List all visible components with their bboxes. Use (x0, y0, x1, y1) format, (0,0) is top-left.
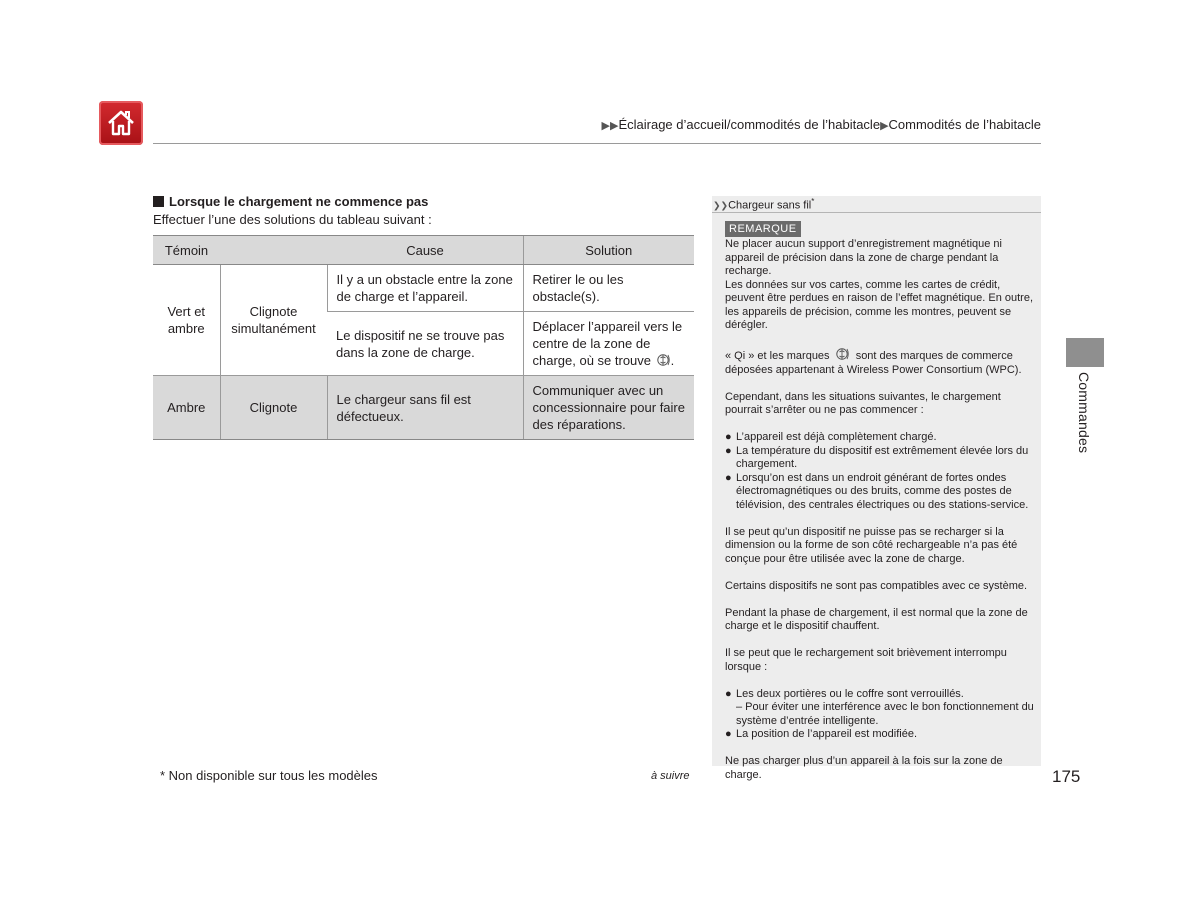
note-paragraph: Il se peut qu’un dispositif ne puisse pas se recharger si la dimension ou la forme de son côté rechargeable n’a pas été conçue pour être utilisée avec la zone de charge. (725, 525, 1018, 565)
side-note-divider (712, 212, 1041, 213)
footnote: * Non disponible sur tous les modèles (160, 768, 378, 783)
header-divider (153, 143, 1041, 144)
chapter-tab-label: Commandes (1076, 372, 1092, 454)
note-paragraph: Certains dispositifs ne sont pas compatibles avec ce système. (725, 579, 1028, 592)
cell-temoin-state: Clignote (220, 376, 327, 440)
section-intro: Effectuer l’une des solutions du tableau suivant : (153, 212, 432, 227)
note-text: sont des marques de commerce déposées appartenant à Wireless Power Consortium (WPC). (725, 350, 1022, 376)
side-note-text (725, 238, 1035, 796)
bullet-icon: ● (725, 471, 732, 484)
section-title-text: Lorsque le chargement ne commence pas (169, 194, 429, 209)
chevron-right-icon: ❯❯ (713, 200, 729, 211)
cell-solution (523, 312, 694, 376)
cell-solution-text: Déplacer l’appareil vers le centre de la zone de charge, où se trouve (532, 319, 683, 368)
breadcrumb (602, 117, 1041, 132)
cell-cause: Le dispositif ne se trouve pas dans la zone de charge. (327, 312, 523, 376)
list-subitem: – Pour éviter une interférence avec le bon fonctionnement du système d’entrée intelligente. (736, 701, 1034, 727)
side-note-heading (713, 197, 814, 212)
note-paragraph (725, 391, 1035, 418)
wireless-charging-icon (657, 352, 671, 368)
column-header-temoin: Témoin (153, 236, 220, 265)
note-paragraph: Ne pas charger plus d’un appareil à la fois sur la zone de charge. (725, 755, 1003, 781)
section-title (153, 194, 428, 209)
note-paragraph: Les données sur vos cartes, comme les cartes de crédit, peuvent être perdues en raison de l’effet magnétique. En outre, les appareils de précision, comme les montres, peuvent se dérégler. (725, 278, 1034, 331)
note-paragraph (725, 346, 1035, 377)
list-item-text: L’appareil est déjà complètement chargé. (736, 431, 937, 443)
note-text: Il se peut que le rechargement soit brièvement interrompu lorsque : (725, 647, 1007, 673)
note-paragraph: Ne placer aucun support d’enregistrement magnétique ni appareil de précision dans la zone de charge pendant la recharge. (725, 238, 1002, 277)
breadcrumb-arrow-icon: ▶▶ (601, 120, 619, 132)
cell-cause: Le chargeur sans fil est défectueux. (327, 376, 523, 440)
list-item (725, 688, 1035, 729)
list-item-text: La température du dispositif est extrêmement élevée lors du chargement. (736, 444, 1029, 470)
note-list (725, 431, 1035, 512)
cell-solution: Communiquer avec un concessionnaire pour faire des réparations. (523, 376, 694, 440)
cell-solution: Retirer le ou les obstacle(s). (523, 265, 694, 312)
chapter-tab[interactable] (1066, 338, 1104, 367)
cell-temoin-color: Vert et ambre (153, 265, 220, 376)
list-item (725, 472, 1035, 513)
cell-cause: Il y a un obstacle entre la zone de charge et l’appareil. (327, 265, 523, 312)
side-note-heading-text: Chargeur sans fil (728, 199, 812, 212)
troubleshooting-table (153, 235, 694, 440)
list-item-text: La position de l’appareil est modifiée. (736, 728, 918, 740)
list-item-text: Les deux portières ou le coffre sont verrouillés. (736, 687, 964, 700)
note-paragraph (725, 647, 1035, 674)
breadcrumb-link-section[interactable]: Éclairage d’accueil/commodités de l’habitacle (618, 117, 881, 132)
footnote-star: * (811, 197, 815, 206)
column-header-solution: Solution (523, 236, 694, 265)
list-item-text: Lorsqu’on est dans un endroit générant de fortes ondes électromagnétiques ou des bruits, comme des postes de télévision, des centrales électriques ou des stations-service. (736, 471, 1029, 511)
page-number: 175 (1052, 767, 1081, 786)
breadcrumb-link-page[interactable]: Commodités de l’habitacle (888, 117, 1041, 132)
list-item (725, 728, 1035, 742)
table-row (153, 265, 694, 312)
note-list (725, 688, 1035, 742)
bullet-icon: ● (725, 728, 732, 740)
bullet-icon: ● (725, 431, 732, 443)
square-bullet-icon (153, 196, 164, 207)
cell-solution-end: . (670, 353, 675, 368)
remark-badge: REMARQUE (725, 221, 801, 237)
column-header-cause: Cause (406, 243, 444, 258)
home-button[interactable] (99, 101, 143, 145)
bullet-icon: ● (725, 687, 732, 700)
list-item (725, 431, 1035, 445)
note-paragraph: Pendant la phase de chargement, il est normal que la zone de charge et le dispositif chauffent. (725, 606, 1028, 632)
table-row (153, 376, 694, 440)
cell-temoin-state: Clignote simultanément (220, 265, 327, 376)
bullet-icon: ● (725, 444, 732, 457)
home-icon (105, 107, 137, 139)
note-text: Cependant, dans les situations suivantes, le chargement pourrait s’arrêter ou ne pas commencer : (725, 390, 1001, 416)
breadcrumb-arrow-icon: ▶ (880, 120, 889, 132)
list-item (725, 445, 1035, 472)
cell-temoin-color: Ambre (153, 376, 220, 440)
note-text: « Qi » et les marques (725, 350, 830, 362)
wireless-charging-icon (836, 346, 850, 362)
continued-label: à suivre (651, 770, 690, 782)
